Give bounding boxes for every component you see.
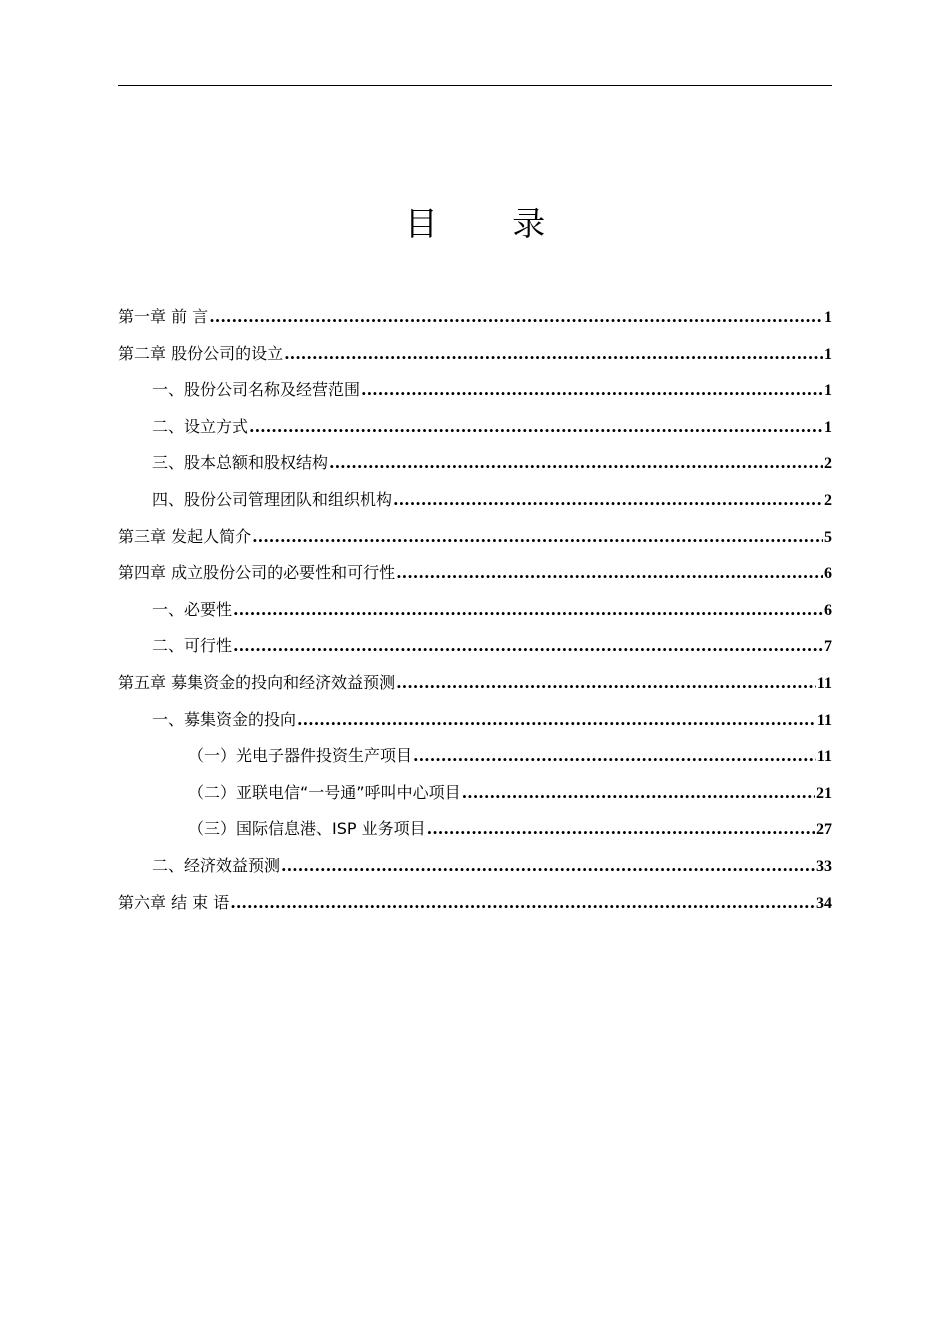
toc-dot-leader — [462, 775, 815, 812]
toc-dot-leader — [230, 885, 815, 922]
toc-dot-leader — [427, 811, 815, 848]
toc-entry-page: 1 — [824, 382, 832, 400]
toc-entry-page: 5 — [824, 528, 832, 546]
toc-dot-leader — [233, 628, 823, 665]
toc-entry-page: 2 — [824, 455, 832, 473]
toc-entry[interactable] — [118, 592, 832, 629]
toc-entry-title: 第三章 发起人简介 — [118, 526, 252, 546]
toc-entry-page: 21 — [816, 784, 832, 802]
toc-entry[interactable] — [118, 848, 832, 885]
toc-entry[interactable] — [118, 409, 832, 446]
toc-dot-leader — [209, 299, 823, 336]
toc-entry-page: 6 — [824, 565, 832, 583]
toc-entry-title: 一、必要性 — [152, 599, 233, 619]
toc-dot-leader — [297, 702, 816, 739]
toc-entry-page: 1 — [824, 418, 832, 436]
toc-dot-leader — [361, 372, 823, 409]
toc-entry-title: 二、可行性 — [152, 636, 233, 656]
toc-dot-leader — [396, 555, 823, 592]
toc-entry[interactable] — [118, 555, 832, 592]
toc-dot-leader — [252, 519, 823, 556]
toc-entry-page: 33 — [816, 857, 832, 875]
toc-entry-page: 2 — [824, 491, 832, 509]
toc-dot-leader — [249, 409, 823, 446]
toc-entry-title: 第一章 前 言 — [118, 307, 209, 326]
toc-entry[interactable] — [118, 336, 832, 373]
toc-entry[interactable] — [118, 628, 832, 665]
toc-dot-leader — [281, 848, 815, 885]
toc-entry-page: 11 — [816, 674, 832, 692]
toc-entry[interactable] — [118, 885, 832, 922]
toc-dot-leader — [396, 665, 816, 702]
toc-entry-title: （三）国际信息港、ISP 业务项目 — [188, 819, 426, 839]
toc-entry[interactable] — [118, 738, 832, 775]
toc-entry-title: （二）亚联电信“一号通”呼叫中心项目 — [188, 782, 461, 802]
toc-entry[interactable] — [118, 775, 832, 812]
toc-entry-page: 6 — [824, 601, 832, 619]
toc-dot-leader — [393, 482, 823, 519]
toc-entry[interactable] — [118, 811, 832, 848]
toc-entry-page: 27 — [816, 821, 832, 839]
toc-entry-page: 34 — [816, 894, 832, 912]
toc-entry-page: 11 — [816, 748, 832, 766]
toc-entry-page: 1 — [824, 345, 832, 363]
toc-entry-title: 四、股份公司管理团队和组织机构 — [152, 489, 393, 509]
toc-entry-title: 第二章 股份公司的设立 — [118, 343, 284, 363]
toc-entry[interactable] — [118, 372, 832, 409]
toc-entry[interactable] — [118, 665, 832, 702]
toc-entry-page: 1 — [824, 309, 832, 326]
page-title: 目 录 — [404, 204, 578, 243]
toc-entry[interactable] — [118, 702, 832, 739]
toc-dot-leader — [413, 738, 816, 775]
toc-dot-leader — [284, 336, 823, 373]
toc-entry-title: 三、股本总额和股权结构 — [152, 453, 329, 473]
table-of-contents — [118, 299, 832, 921]
toc-entry-title: 一、募集资金的投向 — [152, 709, 297, 729]
toc-entry[interactable] — [118, 299, 832, 336]
toc-dot-leader — [329, 445, 823, 482]
toc-entry[interactable] — [118, 519, 832, 556]
toc-entry-title: 二、经济效益预测 — [152, 855, 281, 875]
toc-entry-title: 第五章 募集资金的投向和经济效益预测 — [118, 672, 396, 692]
header-rule — [118, 85, 832, 86]
toc-entry-title: 二、设立方式 — [152, 416, 249, 436]
toc-entry-title: （一）光电子器件投资生产项目 — [188, 746, 413, 766]
toc-dot-leader — [233, 592, 823, 629]
toc-entry[interactable] — [118, 445, 832, 482]
toc-entry-title: 一、股份公司名称及经营范围 — [152, 380, 361, 400]
toc-entry[interactable] — [118, 482, 832, 519]
toc-entry-page: 7 — [824, 638, 832, 656]
toc-entry-title: 第六章 结 束 语 — [118, 892, 230, 912]
toc-entry-page: 11 — [816, 711, 832, 729]
toc-entry-title: 第四章 成立股份公司的必要性和可行性 — [118, 563, 396, 583]
